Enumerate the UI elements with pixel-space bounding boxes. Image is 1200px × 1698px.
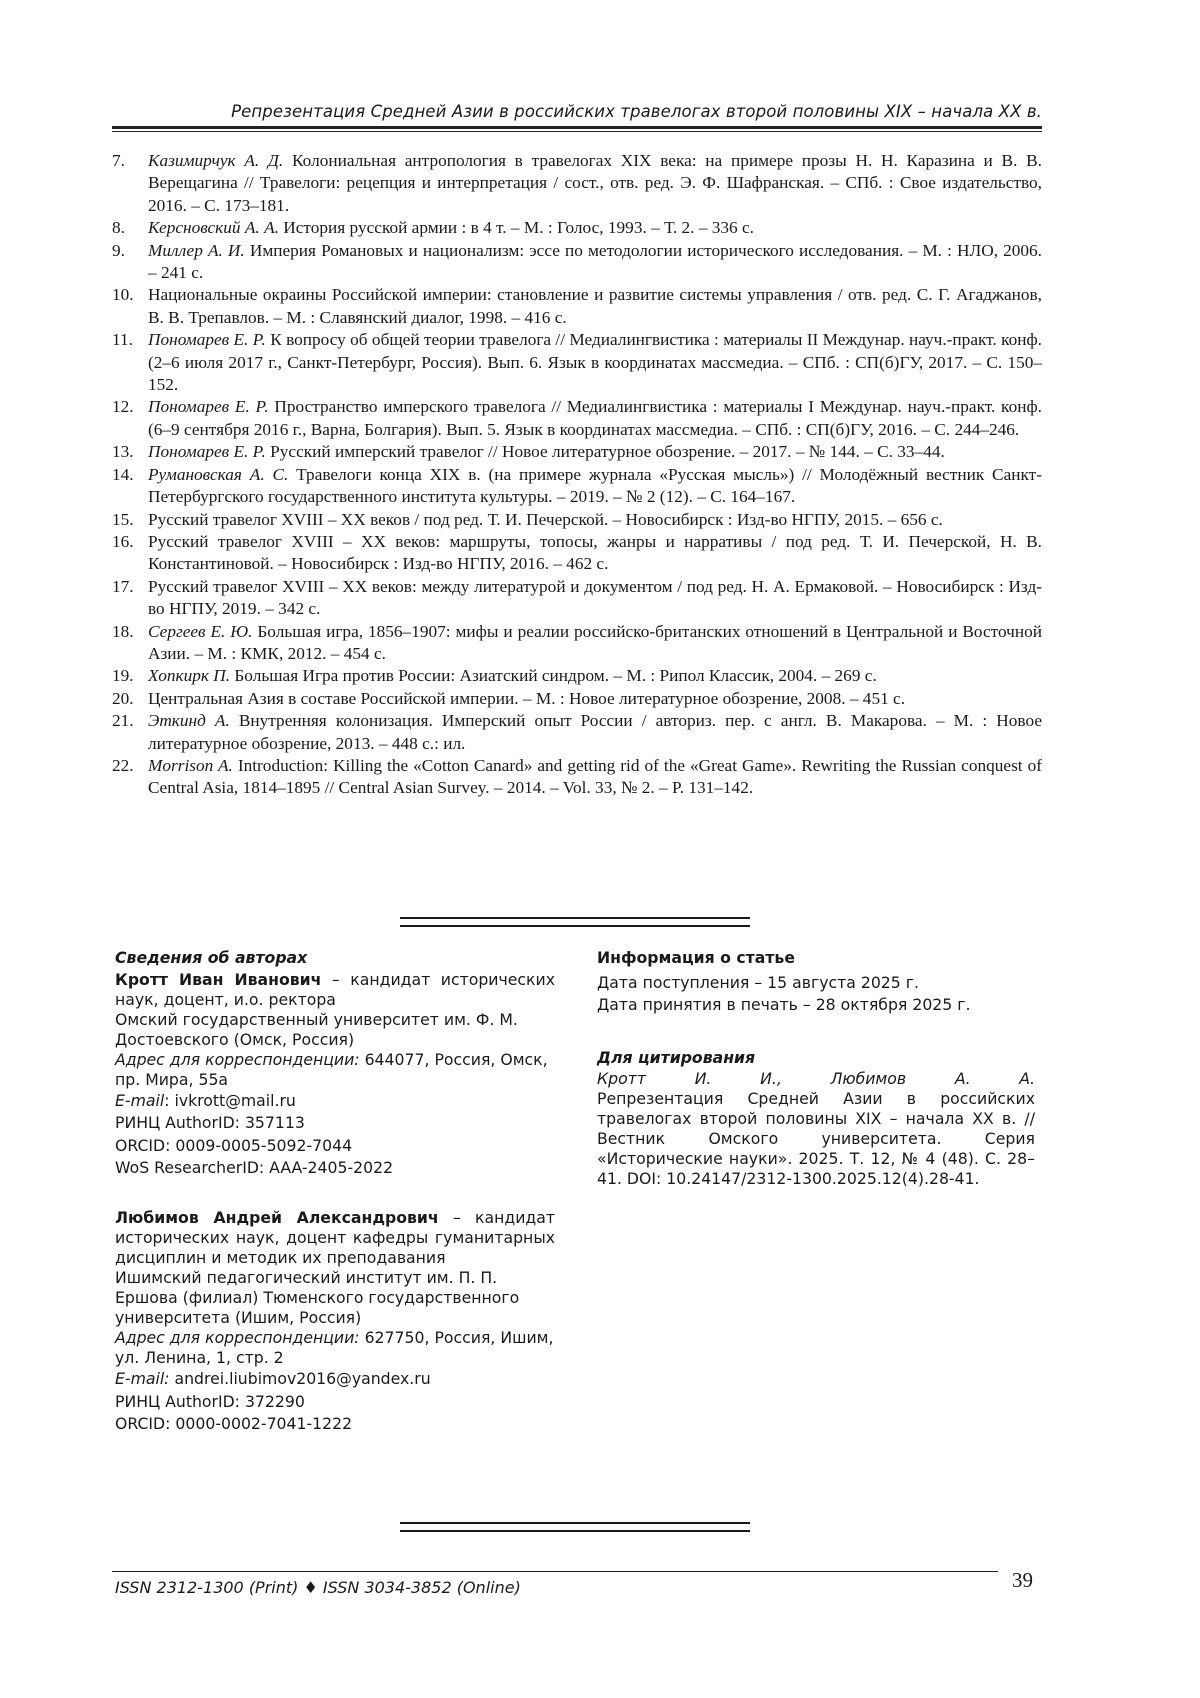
reference-number: 21. [112, 711, 134, 731]
author2-email [115, 1368, 555, 1391]
author1-wos: WoS ResearcherID: AAA-2405-2022 [115, 1158, 394, 1178]
reference-author: Morrison A. [148, 755, 233, 775]
author1-email [115, 1090, 555, 1113]
reference-text: Большая игра, 1856–1907: мифы и реалии российско-британских отношений в Центральной и Восточной Азии. – М. : КМК, 2012. – 454 с. [148, 621, 1042, 663]
reference-number: 12. [112, 397, 134, 417]
reference-item [112, 509, 1042, 531]
reference-item [112, 576, 1042, 621]
author2-bio [115, 1208, 555, 1268]
author2-email-text: andrei.liubimov2016@yandex.ru [169, 1368, 431, 1388]
citation-heading: Для цитирования [597, 1047, 756, 1067]
author1-address-text: 644077, Россия, Омск, пр. Мира, 55а [115, 1049, 548, 1089]
reference-item [112, 396, 1042, 441]
author2-name: Любимов Андрей Александрович [115, 1207, 439, 1227]
reference-number: 17. [112, 576, 134, 596]
author1-email-text: : ivkrott@mail.ru [164, 1090, 296, 1110]
reference-text: Русский травелог XVIII – XX веков: между литературой и документом / под ред. Н. А. Ермаковой. – Новосибирск : Изд-во НГПУ, 2019. – 342 с. [148, 576, 1042, 619]
author1-name: Кротт Иван Иванович [115, 969, 322, 989]
author1-orcid: ORCID: 0009-0005-5092-7044 [115, 1135, 353, 1155]
reference-number: 16. [112, 531, 134, 551]
reference-item [112, 710, 1042, 755]
reference-number: 22. [112, 755, 134, 775]
reference-author: Керсновский А. А. [148, 218, 279, 238]
header-rule-thick [112, 126, 1042, 129]
reference-author: Хопкирк П. [148, 666, 231, 686]
article-info-heading: Информация о статье [597, 948, 795, 967]
reference-number: 13. [112, 442, 134, 462]
reference-text: Русский имперский травелог // Новое литературное обозрение. – 2017. – № 144. – С. 33–44. [265, 442, 945, 462]
reference-number: 10. [112, 285, 134, 305]
reference-author: Румановская А. С. [148, 464, 289, 484]
reference-list [112, 150, 1042, 800]
author2-address-label: Адрес для корреспонденции: [115, 1327, 360, 1347]
reference-text: Русский травелог XVIII – XX веков: маршруты, топосы, жанры и нарративы / под ред. Т. И. Печерской, Н. В. Константиновой. – Новосибирск : Изд-во НГПУ, 2016. – 462 с. [148, 531, 1042, 574]
author2-desc: – кандидат исторических наук, доцент кафедры гуманитарных дисциплин и методик их преподавания [115, 1207, 555, 1267]
citation-body: Репрезентация Средней Азии в российских травелогах второй половины XIX – начала ХХ в. // Вестник Омского университета. Серия «Исторические науки». 2025. Т. 12, № 4 (48). С. 28–41. DOI: 10.24147/2312-1300.2025.12(4).28-41. [597, 1089, 1035, 1189]
header-rule-thin [112, 131, 1042, 132]
author1-email-label: E-mail [115, 1090, 165, 1110]
reference-item [112, 150, 1042, 217]
reference-item [112, 464, 1042, 509]
author1-address [115, 1050, 555, 1090]
section-separator [400, 917, 750, 927]
author1-org: Омский государственный университет им. Ф. М. Достоевского (Омск, Россия) [115, 1009, 518, 1049]
author1-rinc: РИНЦ AuthorID: 357113 [115, 1113, 305, 1133]
reference-text: Внутренняя колонизация. Имперский опыт России / авториз. пер. с англ. В. Макарова. – М. : Новое литературное обозрение, 2013. – 448 с.: ил. [148, 711, 1042, 753]
author2-org: Ишимский педагогический институт им. П. П. Ершова (филиал) Тюменского государственного университета (Ишим, Россия) [115, 1267, 520, 1327]
reference-item [112, 284, 1042, 329]
author1-bio [115, 970, 555, 1010]
reference-author: Миллер А. И. [148, 240, 245, 260]
reference-text: Центральная Азия в составе Российской империи. – М. : Новое литературное обозрение, 2008. – 451 с. [148, 688, 906, 708]
author2-address-text: 627750, Россия, Ишим, ул. Ленина, 1, стр. 2 [115, 1327, 554, 1367]
reference-item [112, 665, 1042, 687]
reference-text: Introduction: Killing the «Cotton Canard» and getting rid of the «Great Game». Rewriting the Russian conquest of Central Asia, 1814–1895 // Central Asian Survey. – 2014. – Vol. 33, № 2. – P. 131–142. [148, 755, 1042, 798]
reference-number: 20. [112, 688, 134, 708]
reference-item [112, 621, 1042, 666]
reference-text: Травелоги конца XIX в. (на примере журнала «Русская мысль») // Молодёжный вестник Санкт-Петербургского государственного института культуры. – 2019. – № 2 (12). – С. 164–167. [148, 464, 1042, 507]
reference-number: 9. [112, 240, 125, 260]
authors-column [115, 947, 555, 1436]
page-number: 39 [1012, 1568, 1033, 1592]
reference-text: Национальные окраины Российской империи: становление и развитие системы управления / отв. ред. С. Г. Агаджанов, В. В. Трепавлов. – М. : Славянский диалог, 1998. – 416 с. [148, 285, 1042, 327]
reference-item [112, 688, 1042, 710]
author2-email-label: E-mail: [115, 1368, 170, 1388]
author2-rinc: РИНЦ AuthorID: 372290 [115, 1391, 305, 1411]
reference-number: 7. [112, 151, 125, 170]
article-info-column [597, 947, 1035, 1189]
reference-item [112, 240, 1042, 285]
author2-address [115, 1328, 555, 1368]
reference-item [112, 441, 1042, 463]
reference-author: Казимирчук А. Д. [148, 151, 284, 170]
reference-text: Русский травелог XVIII – XX веков / под ред. Т. И. Печерской. – Новосибирск : Изд-во НГПУ, 2015. – 656 с. [148, 509, 943, 529]
reference-text: История русской армии : в 4 т. – М. : Голос, 1993. – Т. 2. – 336 с. [278, 218, 755, 238]
section-separator-bottom [400, 1522, 750, 1532]
running-title: Репрезентация Средней Азии в российских травелогах второй половины XIX – начала ХХ в. [231, 102, 1042, 121]
received-date: Дата поступления – 15 августа 2025 г. [597, 972, 919, 992]
reference-number: 18. [112, 621, 134, 641]
reference-author: Пономарев Е. Р. [148, 397, 269, 417]
citation-authors: Кротт И. И., Любимов А. А. [597, 1069, 1035, 1089]
reference-author: Сергеев Е. Ю. [148, 621, 253, 641]
reference-number: 15. [112, 509, 134, 529]
author1-address-label: Адрес для корреспонденции: [115, 1049, 360, 1069]
accepted-date: Дата принятия в печать – 28 октября 2025 г. [597, 995, 971, 1015]
reference-text: Пространство имперского травелога // Медиалингвистика : материалы I Междунар. науч.-практ. конф. (6–9 сентября 2016 г., Варна, Болгария). Вып. 5. Язык в координатах массмедиа. – СПб. : СП(б)ГУ, 2016. – С. 244–246. [148, 397, 1042, 439]
reference-number: 19. [112, 666, 134, 686]
reference-author: Пономарев Е. Р. [148, 442, 266, 462]
reference-item [112, 329, 1042, 396]
author2-orcid: ORCID: 0000-0002-7041-1222 [115, 1414, 353, 1434]
reference-text: К вопросу об общей теории травелога // Медиалингвистика : материалы II Междунар. науч.-практ. конф. (2–6 июля 2017 г., Санкт-Петербург, Россия). Вып. 6. Язык в координатах массмедиа. – СПб. : СП(б)ГУ, 2017. – С. 150–152. [148, 330, 1043, 395]
reference-author: Пономарев Е. Р. [148, 330, 266, 350]
reference-text: Империя Романовых и национализм: эссе по методологии исторического исследования. – М. : НЛО, 2006. – 241 с. [148, 240, 1042, 283]
reference-item [112, 531, 1042, 576]
reference-text: Колониальная антропология в травелогах XIX века: на примере прозы Н. Н. Каразина и В. В. Верещагина // Травелоги: рецепция и интерпретация / сост., отв. ред. Э. Ф. Шафранская. – СПб. : Свое издательство, 2016. – С. 173–181. [148, 151, 1042, 215]
reference-item [112, 217, 1042, 239]
reference-author: Эткинд А. [148, 711, 230, 731]
reference-number: 8. [112, 218, 125, 238]
citation-text [597, 1069, 1035, 1189]
footer-issn: ISSN 2312-1300 (Print) ♦ ISSN 3034-3852 (Online) [115, 1578, 521, 1597]
author1-desc: – кандидат исторических наук, доцент, и.о. ректора [115, 969, 555, 1009]
reference-number: 11. [112, 330, 133, 350]
authors-heading: Сведения об авторах [115, 948, 308, 967]
reference-text: Большая Игра против России: Азиатский синдром. – М. : Рипол Классик, 2004. – 269 с. [230, 666, 877, 686]
footer-rule [112, 1571, 998, 1572]
reference-number: 14. [112, 464, 134, 484]
reference-item [112, 755, 1042, 800]
